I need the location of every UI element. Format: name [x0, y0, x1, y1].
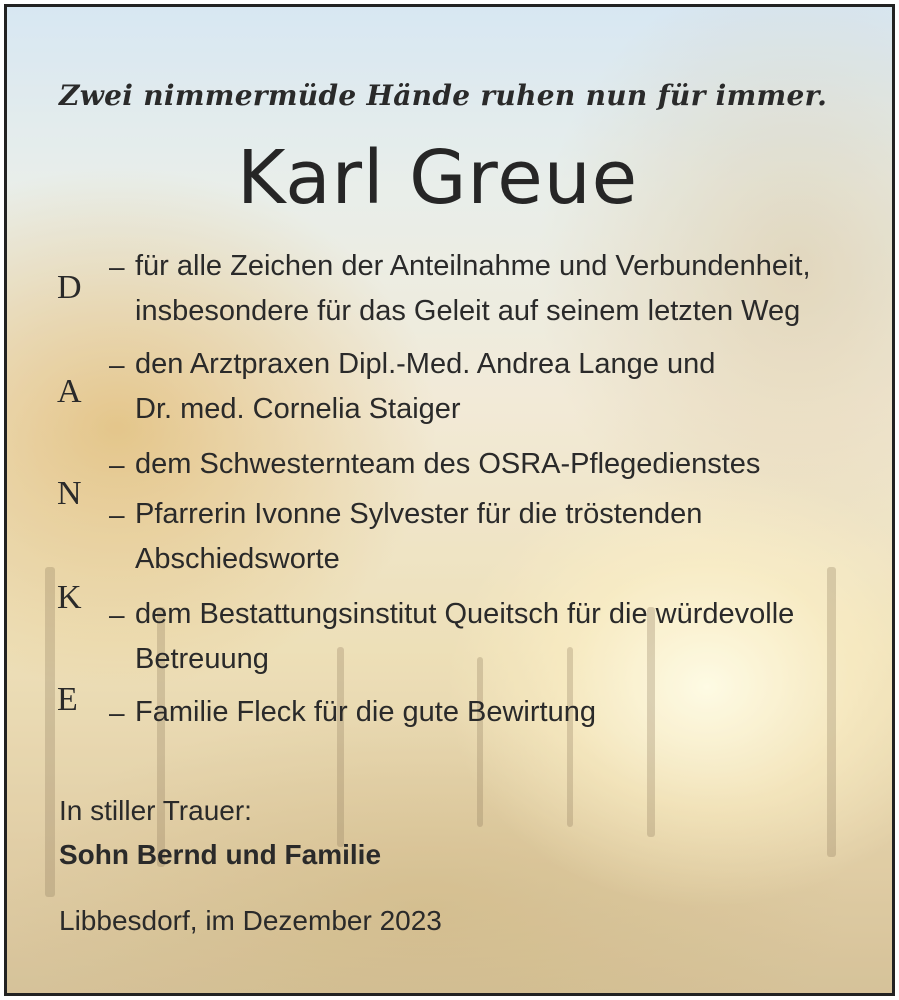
acrostic-letter: E — [57, 681, 78, 718]
thanks-item-line: dem Schwesternteam des OSRA-Pflegedienstes — [135, 448, 761, 480]
item-dash: – — [109, 251, 125, 282]
deceased-name: Karl Greue — [237, 135, 639, 221]
item-dash: – — [109, 599, 125, 630]
acrostic-letter: D — [57, 269, 82, 306]
item-dash: – — [109, 697, 125, 728]
thanks-item-line: Abschiedsworte — [135, 543, 340, 575]
thanks-item-line: für alle Zeichen der Anteilnahme und Verbundenheit, — [135, 250, 811, 282]
thanks-item-line: den Arztpraxen Dipl.-Med. Andrea Lange und — [135, 348, 716, 380]
item-dash: – — [109, 499, 125, 530]
thanks-item-line: Familie Fleck für die gute Bewirtung — [135, 696, 596, 728]
item-dash: – — [109, 449, 125, 480]
place-date: Libbesdorf, im Dezember 2023 — [59, 905, 442, 936]
thanks-item-line: Betreuung — [135, 643, 269, 675]
tagline: Zwei nimmermüde Hände ruhen nun für immer. — [59, 79, 828, 112]
obituary-card — [4, 4, 895, 996]
mourners: Sohn Bernd und Familie — [59, 839, 382, 870]
thanks-item-line: Dr. med. Cornelia Staiger — [135, 393, 461, 425]
acrostic-letter: A — [57, 373, 82, 410]
acrostic-letter: N — [57, 475, 82, 512]
thanks-item-line: Pfarrerin Ivonne Sylvester für die tröstenden — [135, 498, 703, 530]
thanks-item-line: insbesondere für das Geleit auf seinem letzten Weg — [135, 295, 801, 327]
item-dash: – — [109, 349, 125, 380]
thanks-item-line: dem Bestattungsinstitut Queitsch für die würdevolle — [135, 598, 795, 630]
mourning-label: In stiller Trauer: — [59, 795, 252, 826]
acrostic-letter: K — [57, 579, 82, 616]
